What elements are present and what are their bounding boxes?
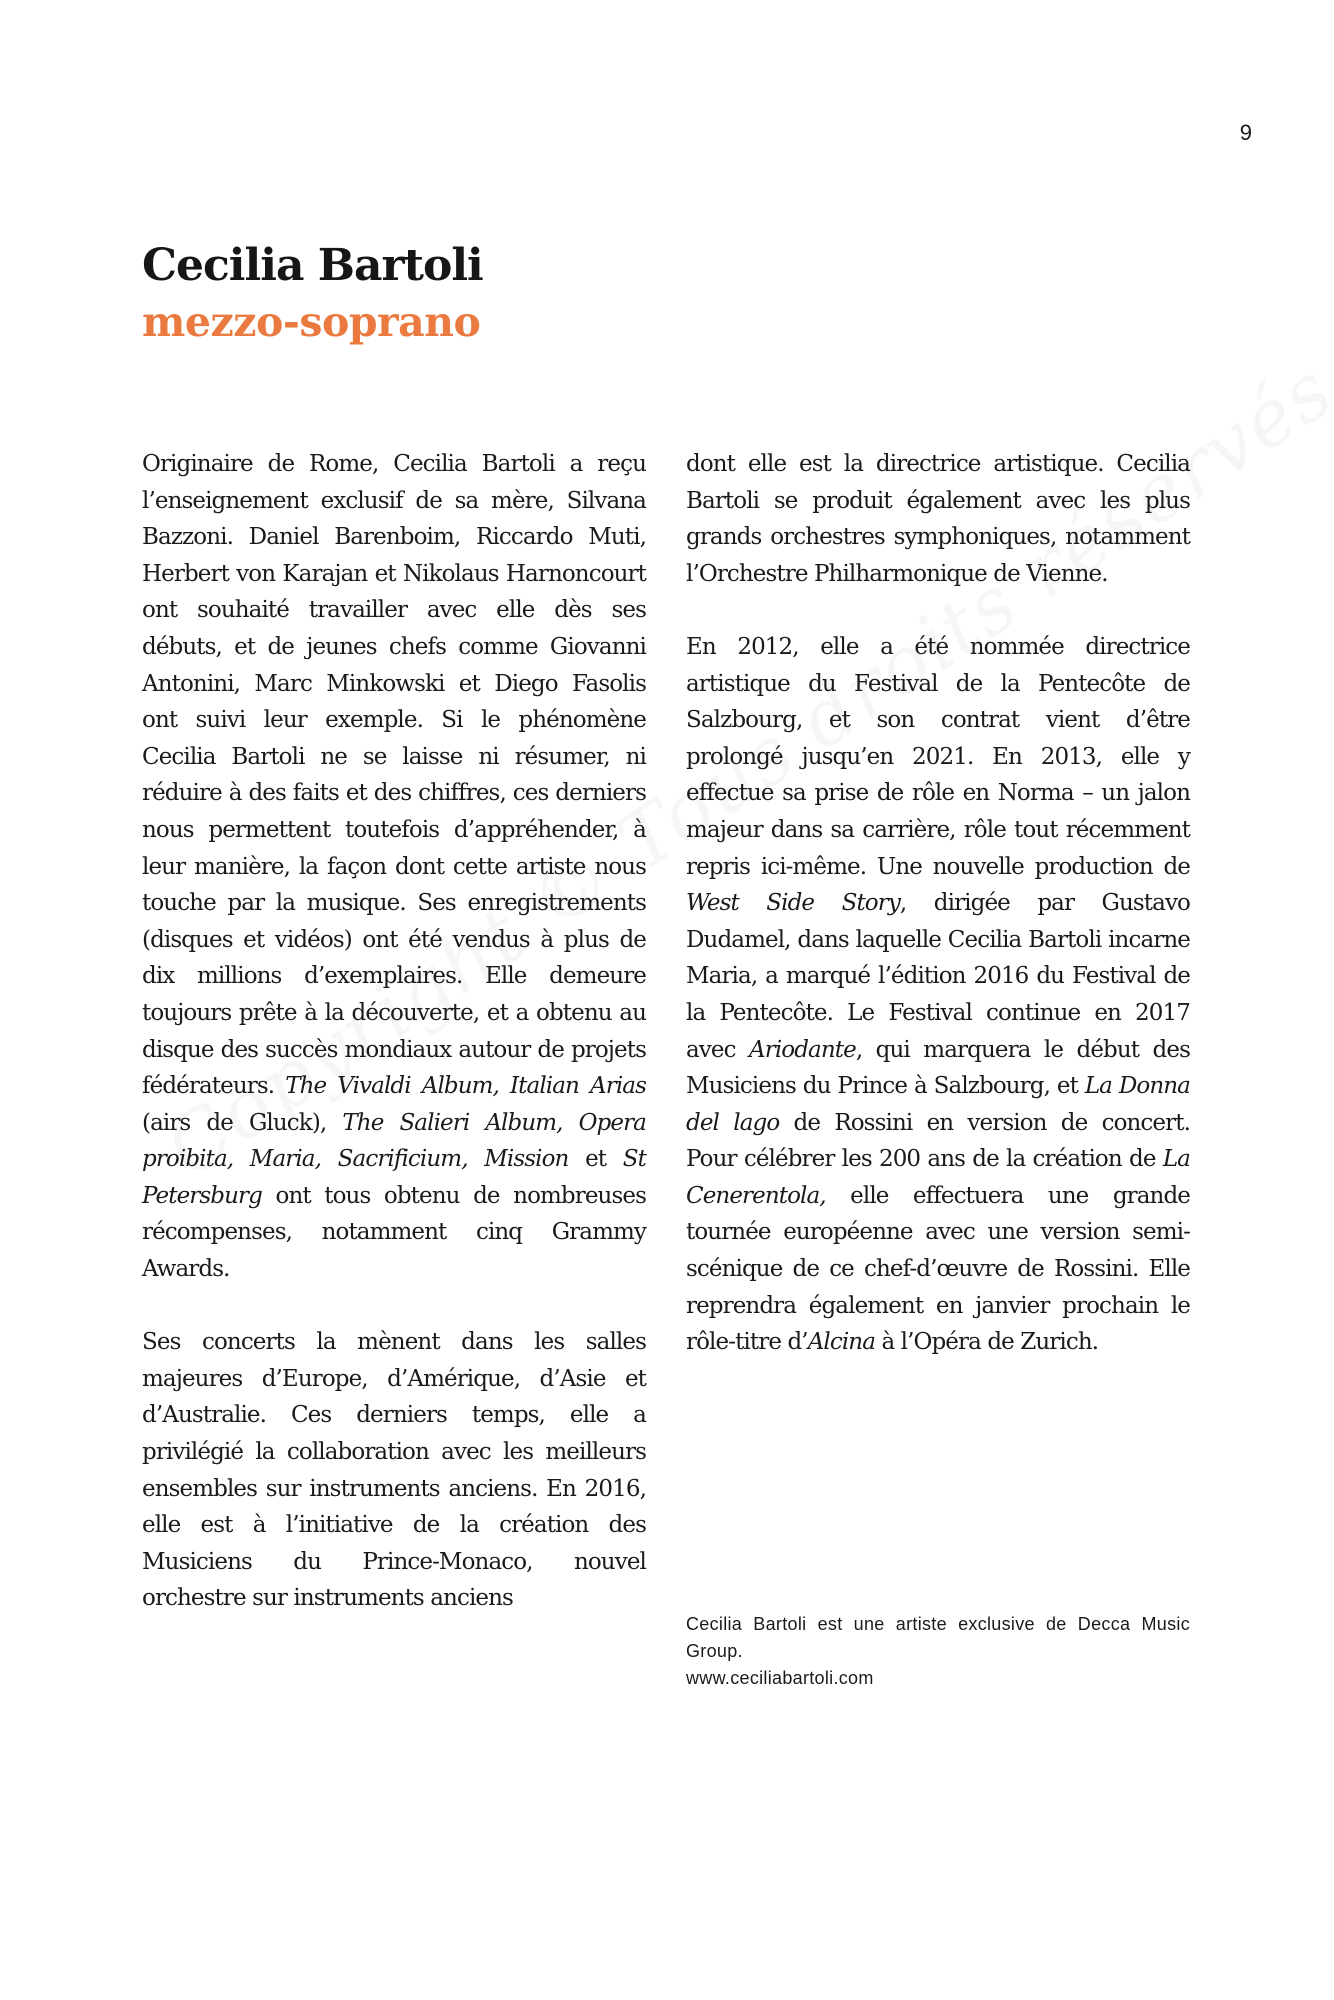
work-title: Ariodante	[749, 1036, 856, 1063]
album-title: St Petersburg	[142, 1146, 646, 1209]
album-titles: The Vivaldi Album, Italian Arias	[285, 1073, 646, 1100]
paragraph-text: En 2012, elle a été nommée directrice artistique du Festival de la Pentecôte de Salzbourg, et son contrat vient d’être prolongé jusqu’en 2021. En 2013, elle y effectue sa prise de rôle en Norma – un jalon majeur dans sa carrière, rôle tout récemment repris ici-même. Une nouvelle production de	[686, 633, 1190, 880]
biography-left-column	[142, 446, 646, 1617]
biography-right-column	[686, 446, 1190, 1361]
work-title: West Side Story	[686, 890, 900, 917]
paragraph-text: à l’Opéra de Zurich.	[875, 1329, 1099, 1356]
work-title: La Donna del lago	[686, 1073, 1190, 1136]
paragraph-text: , dirigée par Gustavo Dudamel, dans laquelle Cecilia Bartoli incarne Maria, a marqué l’édition 2016 du Festival de la Pentecôte. Le Festival continue en 2017 avec	[686, 890, 1190, 1063]
paragraph-text: elle effectuera une grande tournée européenne avec une version semi-scénique de ce chef-d’œuvre de Rossini. Elle reprendra également en janvier prochain le rôle-titre d’	[686, 1182, 1190, 1356]
paragraph-text: , qui marquera le début des Musiciens du Prince à Salzbourg, et	[686, 1036, 1190, 1100]
biography-paragraph: dont elle est la directrice artistique. Cecilia Bartoli se produit également avec les plus grands orchestres symphoniques, notamment l’Orchestre Philharmonique de Vienne.	[686, 451, 1190, 587]
paragraph-text: de Rossini en version de concert. Pour célébrer les 200 ans de la création de	[686, 1109, 1190, 1173]
biography-paragraph	[142, 446, 646, 1288]
paragraph-text: et	[568, 1146, 623, 1173]
artist-website-link[interactable]: www.ceciliabartoli.com	[686, 1668, 874, 1688]
voice-type-subheading: mezzo-soprano	[142, 298, 481, 346]
work-title: La Cenerentola,	[686, 1146, 1190, 1209]
page-number: 9	[1239, 120, 1252, 145]
biography-paragraph	[686, 629, 1190, 1361]
paragraph-text: ont tous obtenu de nombreuses récompenses, notamment cinq Grammy Awards.	[142, 1182, 646, 1283]
artist-name-heading: Cecilia Bartoli	[142, 240, 483, 291]
album-titles: The Salieri Album, Opera proibita, Maria, Sacrificium, Mission	[142, 1109, 646, 1173]
label-credit-line: Cecilia Bartoli est une artiste exclusive de Decca Music Group.	[686, 1614, 1190, 1661]
biography-paragraph: Ses concerts la mènent dans les salles majeures d’Europe, d’Amérique, d’Asie et d’Australie. Ces derniers temps, elle a privilégié la collaboration avec les meilleurs ensembles sur instruments anciens. En 2016, elle est à l’initiative de la création des Musiciens du Prince-Monaco, nouvel orchestre sur instruments anciens	[142, 1329, 646, 1612]
paragraph-text: Originaire de Rome, Cecilia Bartoli a reçu l’enseignement exclusif de sa mère, Silvana Bazzoni. Daniel Barenboim, Riccardo Muti, Herbert von Karajan et Nikolaus Harnoncourt ont souhaité travailler avec elle dès ses débuts, et de jeunes chefs comme Giovanni Antonini, Marc Minkowski et Diego Fasolis ont suivi leur exemple. Si le phénomène Cecilia Bartoli ne se laisse ni résumer, ni réduire à des faits et des chiffres, ces derniers nous permettent toutefois d’appréhender, à leur manière, la façon dont cette artiste nous touche par la musique. Ses enregistrements (disques et vidéos) ont été vendus à plus de dix millions d’exemplaires. Elle demeure toujours prête à la découverte, et a obtenu au disque des succès mondiaux autour de projets fédérateurs.	[142, 451, 646, 1100]
work-title: Alcina	[807, 1329, 876, 1356]
paragraph-text: (airs de Gluck),	[142, 1109, 343, 1136]
label-credits	[686, 1611, 1190, 1692]
